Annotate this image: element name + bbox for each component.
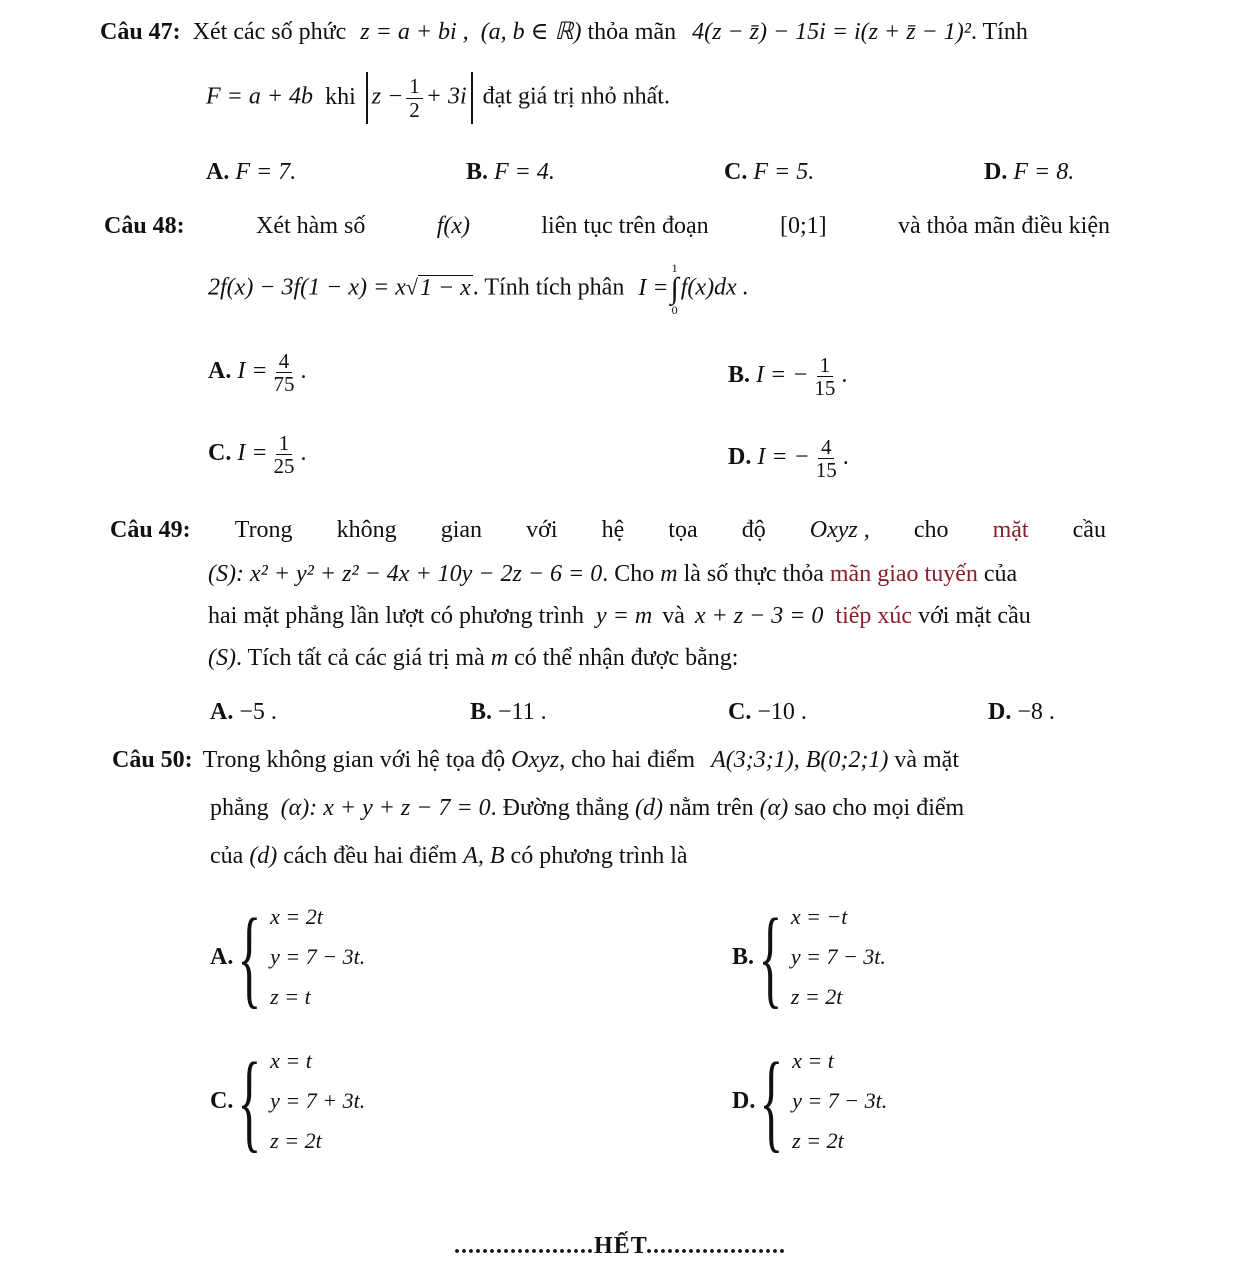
q47-abs-z: z − <box>371 83 404 110</box>
q50-plane: (α): x + y + z − 7 = 0 <box>280 795 491 821</box>
option-label: C. <box>728 699 752 725</box>
q50-alpha: (α) <box>759 795 789 821</box>
q48-option-b[interactable] <box>728 354 847 399</box>
text: và <box>662 603 685 629</box>
text: có thể nhận được bằng: <box>514 645 739 671</box>
q47-option-c[interactable] <box>724 160 814 184</box>
q48-I: I = <box>638 274 669 301</box>
eq-y: y = 7 − 3t. <box>790 944 886 969</box>
eq-x: x = t <box>792 1048 834 1073</box>
text: Trong không gian với hệ tọa độ <box>202 747 506 773</box>
text: với mặt cầu <box>918 603 1031 629</box>
fraction-numerator: 4 <box>818 436 835 459</box>
option-end: . <box>841 362 848 389</box>
option-label: A. <box>210 944 234 970</box>
q47-z: z = a + bi , <box>360 19 469 45</box>
q48-sqrt: 1 − x <box>419 274 471 301</box>
q48-text-3: và thỏa mãn điều kiện <box>898 213 1110 239</box>
text: phẳng <box>210 795 269 821</box>
option-lhs: I = − <box>756 362 809 389</box>
option-label: D. <box>984 159 1008 185</box>
q50-option-c[interactable] <box>210 1036 365 1166</box>
q48-interval: [0;1] <box>780 213 827 239</box>
q47-abs-tail: + 3i <box>425 83 467 110</box>
q48-text-2b: . Tính tích phân <box>472 274 625 301</box>
q47-text-2: thỏa mãn <box>587 19 677 45</box>
q48-equation: 2f(x) − 3f(1 − x) = x <box>208 274 406 301</box>
q47-set: (a, b ∈ ℝ) <box>480 19 582 45</box>
brace: { <box>758 896 783 1018</box>
integral-lower: 0 <box>671 303 678 317</box>
q48-text: Xét hàm số <box>256 213 366 239</box>
text: . Tích tất cả các giá trị mà <box>235 645 485 671</box>
q49-ym: y = m <box>596 603 653 629</box>
q48-label: Câu 48: <box>104 213 185 239</box>
option-value: −5 . <box>239 699 277 725</box>
q48-fx: f(x) <box>436 213 471 239</box>
brace: { <box>759 1040 784 1162</box>
option-label: D. <box>732 1088 756 1114</box>
eq-z: z = 2t <box>790 984 843 1009</box>
text: mãn giao tuyến <box>829 561 978 587</box>
q47-line-2 <box>206 72 670 124</box>
q50-label: Câu 50: <box>112 747 193 773</box>
q49-plane: x + z − 3 = 0 <box>694 603 824 629</box>
footer-end-marker: ....................HẾT.................... <box>454 1233 786 1259</box>
text: và mặt <box>894 747 959 773</box>
option-label: A. <box>206 159 230 185</box>
q47-label: Câu 47: <box>100 19 181 45</box>
fraction <box>406 75 423 120</box>
word: cầu <box>1072 517 1106 543</box>
option-label: A. <box>210 699 234 725</box>
abs-bar-right <box>471 72 473 124</box>
option-label: C. <box>724 159 748 185</box>
q49-option-c[interactable] <box>728 700 807 724</box>
option-lhs: I = − <box>757 444 810 471</box>
q47-equation: 4(z − z̄) − 15i = i(z + z̄ − 1)² <box>692 19 971 45</box>
option-value: F = 8. <box>1013 159 1075 185</box>
eq-y: y = 7 − 3t. <box>792 1088 888 1113</box>
option-value: F = 7. <box>235 159 297 185</box>
q49-line-4 <box>208 646 738 670</box>
fraction-denominator: 25 <box>273 454 295 479</box>
q50-oxyz: Oxyz <box>511 747 560 773</box>
text: có phương trình là <box>510 843 688 869</box>
q49-label: Câu 49: <box>110 517 191 543</box>
sqrt-sign: √ <box>405 274 418 300</box>
word: cho <box>913 517 949 543</box>
equation-system <box>792 1041 887 1161</box>
q49-sphere-equation: (S): x² + y² + z² − 4x + 10y − 2z − 6 = 0 <box>208 561 603 587</box>
text: là số thực thỏa <box>683 561 824 587</box>
q48-text-2: liên tục trên đoạn <box>541 213 709 239</box>
option-value: −10 . <box>757 699 807 725</box>
q49-line-1 <box>110 518 1106 542</box>
eq-x: x = t <box>270 1048 312 1073</box>
q49-m: m <box>660 561 678 587</box>
q50-option-b[interactable] <box>732 892 886 1022</box>
fraction-denominator: 75 <box>273 372 295 397</box>
integral <box>671 262 679 316</box>
q49-oxyz: Oxyz , <box>809 517 870 543</box>
q47-line-1 <box>100 20 1028 44</box>
text: hai mặt phẳng lần lượt có phương trình <box>208 603 584 629</box>
word: không <box>336 517 397 543</box>
integral-upper: 1 <box>671 261 678 275</box>
word: tọa <box>668 517 698 543</box>
option-label: B. <box>732 944 755 970</box>
word: mặt <box>992 517 1029 543</box>
q47-text-3: . Tính <box>970 19 1028 45</box>
q49-line-2 <box>208 562 1017 586</box>
integral-sign: ∫ <box>670 272 679 305</box>
q50-AB: A, B <box>463 843 505 869</box>
q48-option-d[interactable] <box>728 436 849 481</box>
eq-y: y = 7 − 3t. <box>270 944 366 969</box>
fraction-denominator: 15 <box>815 458 837 483</box>
option-value: −8 . <box>1017 699 1055 725</box>
equation-system <box>270 1041 365 1161</box>
text: . Đường thẳng <box>490 795 630 821</box>
option-value: F = 5. <box>753 159 815 185</box>
option-label: B. <box>470 699 493 725</box>
eq-z: z = 2t <box>792 1128 844 1153</box>
fraction-numerator: 1 <box>406 75 423 98</box>
word: với <box>526 517 558 543</box>
fraction-numerator: 1 <box>817 354 834 377</box>
word: gian <box>440 517 483 543</box>
option-label: C. <box>210 1088 234 1114</box>
q48-integrand: f(x)dx . <box>680 274 749 301</box>
fraction <box>271 432 298 477</box>
eq-z: z = 2t <box>270 1128 322 1153</box>
equation-system <box>791 897 886 1017</box>
eq-x: x = 2t <box>270 904 323 929</box>
q50-d: (d) <box>249 843 278 869</box>
option-lhs: I = <box>237 358 268 385</box>
eq-z: z = t <box>270 984 311 1009</box>
q49-option-d[interactable] <box>988 700 1055 724</box>
option-value: −11 . <box>498 699 547 725</box>
option-label: D. <box>728 444 752 471</box>
option-label: A. <box>208 358 232 385</box>
text: sao cho mọi điểm <box>794 795 965 821</box>
q50-option-d[interactable] <box>732 1036 887 1166</box>
q47-option-b[interactable] <box>466 160 555 184</box>
option-value: F = 4. <box>494 159 555 185</box>
text: cách đều hai điểm <box>283 843 458 869</box>
text: của <box>983 561 1018 587</box>
q50-points: A(3;3;1), B(0;2;1) <box>711 747 889 773</box>
word: Trong <box>234 517 293 543</box>
q49-option-b[interactable] <box>470 700 547 724</box>
q48-option-a[interactable] <box>208 350 307 395</box>
q50-line-2 <box>210 796 964 820</box>
q47-F: F = a + 4b <box>206 83 314 110</box>
q48-line-1 <box>104 214 1110 238</box>
q47-option-a[interactable] <box>206 160 296 184</box>
option-end: . <box>300 358 307 385</box>
q49-m: m <box>490 645 509 671</box>
fraction-denominator: 2 <box>409 97 420 122</box>
text: . Cho <box>602 561 655 587</box>
eq-y: y = 7 + 3t. <box>270 1088 366 1113</box>
option-label: B. <box>466 159 489 185</box>
q48-line-2 <box>208 262 749 316</box>
equation-system <box>270 897 365 1017</box>
brace: { <box>237 1040 262 1162</box>
q48-option-c[interactable] <box>208 432 307 477</box>
option-lhs: I = <box>237 440 268 467</box>
option-label: C. <box>208 440 232 467</box>
option-end: . <box>300 440 307 467</box>
option-label: B. <box>728 362 751 389</box>
q47-option-d[interactable] <box>984 160 1074 184</box>
eq-x: x = −t <box>790 904 848 929</box>
q47-text: Xét các số phức <box>192 19 347 45</box>
text: , cho hai điểm <box>559 747 696 773</box>
fraction-denominator: 15 <box>814 376 836 401</box>
q50-option-a[interactable] <box>210 892 365 1022</box>
q47-text-4: đạt giá trị nhỏ nhất. <box>482 83 670 110</box>
fraction-numerator: 4 <box>276 350 293 373</box>
text: tiếp xúc <box>835 603 913 629</box>
q49-option-a[interactable] <box>210 700 277 724</box>
fraction <box>271 350 298 395</box>
q50-d: (d) <box>635 795 663 821</box>
q47-khi: khi <box>325 83 356 110</box>
q50-line-3 <box>210 844 688 868</box>
abs-bar-left <box>366 72 368 124</box>
text: nằm trên <box>669 795 754 821</box>
fraction <box>811 354 838 399</box>
word: độ <box>741 517 766 543</box>
fraction-numerator: 1 <box>276 432 293 455</box>
word: hệ <box>601 517 625 543</box>
fraction <box>813 436 840 481</box>
q49-line-3 <box>208 604 1031 628</box>
option-end: . <box>842 444 849 471</box>
text: của <box>210 843 244 869</box>
option-label: D. <box>988 699 1012 725</box>
q49-S: (S) <box>208 645 236 671</box>
brace: { <box>237 896 262 1018</box>
q50-line-1 <box>112 748 959 772</box>
